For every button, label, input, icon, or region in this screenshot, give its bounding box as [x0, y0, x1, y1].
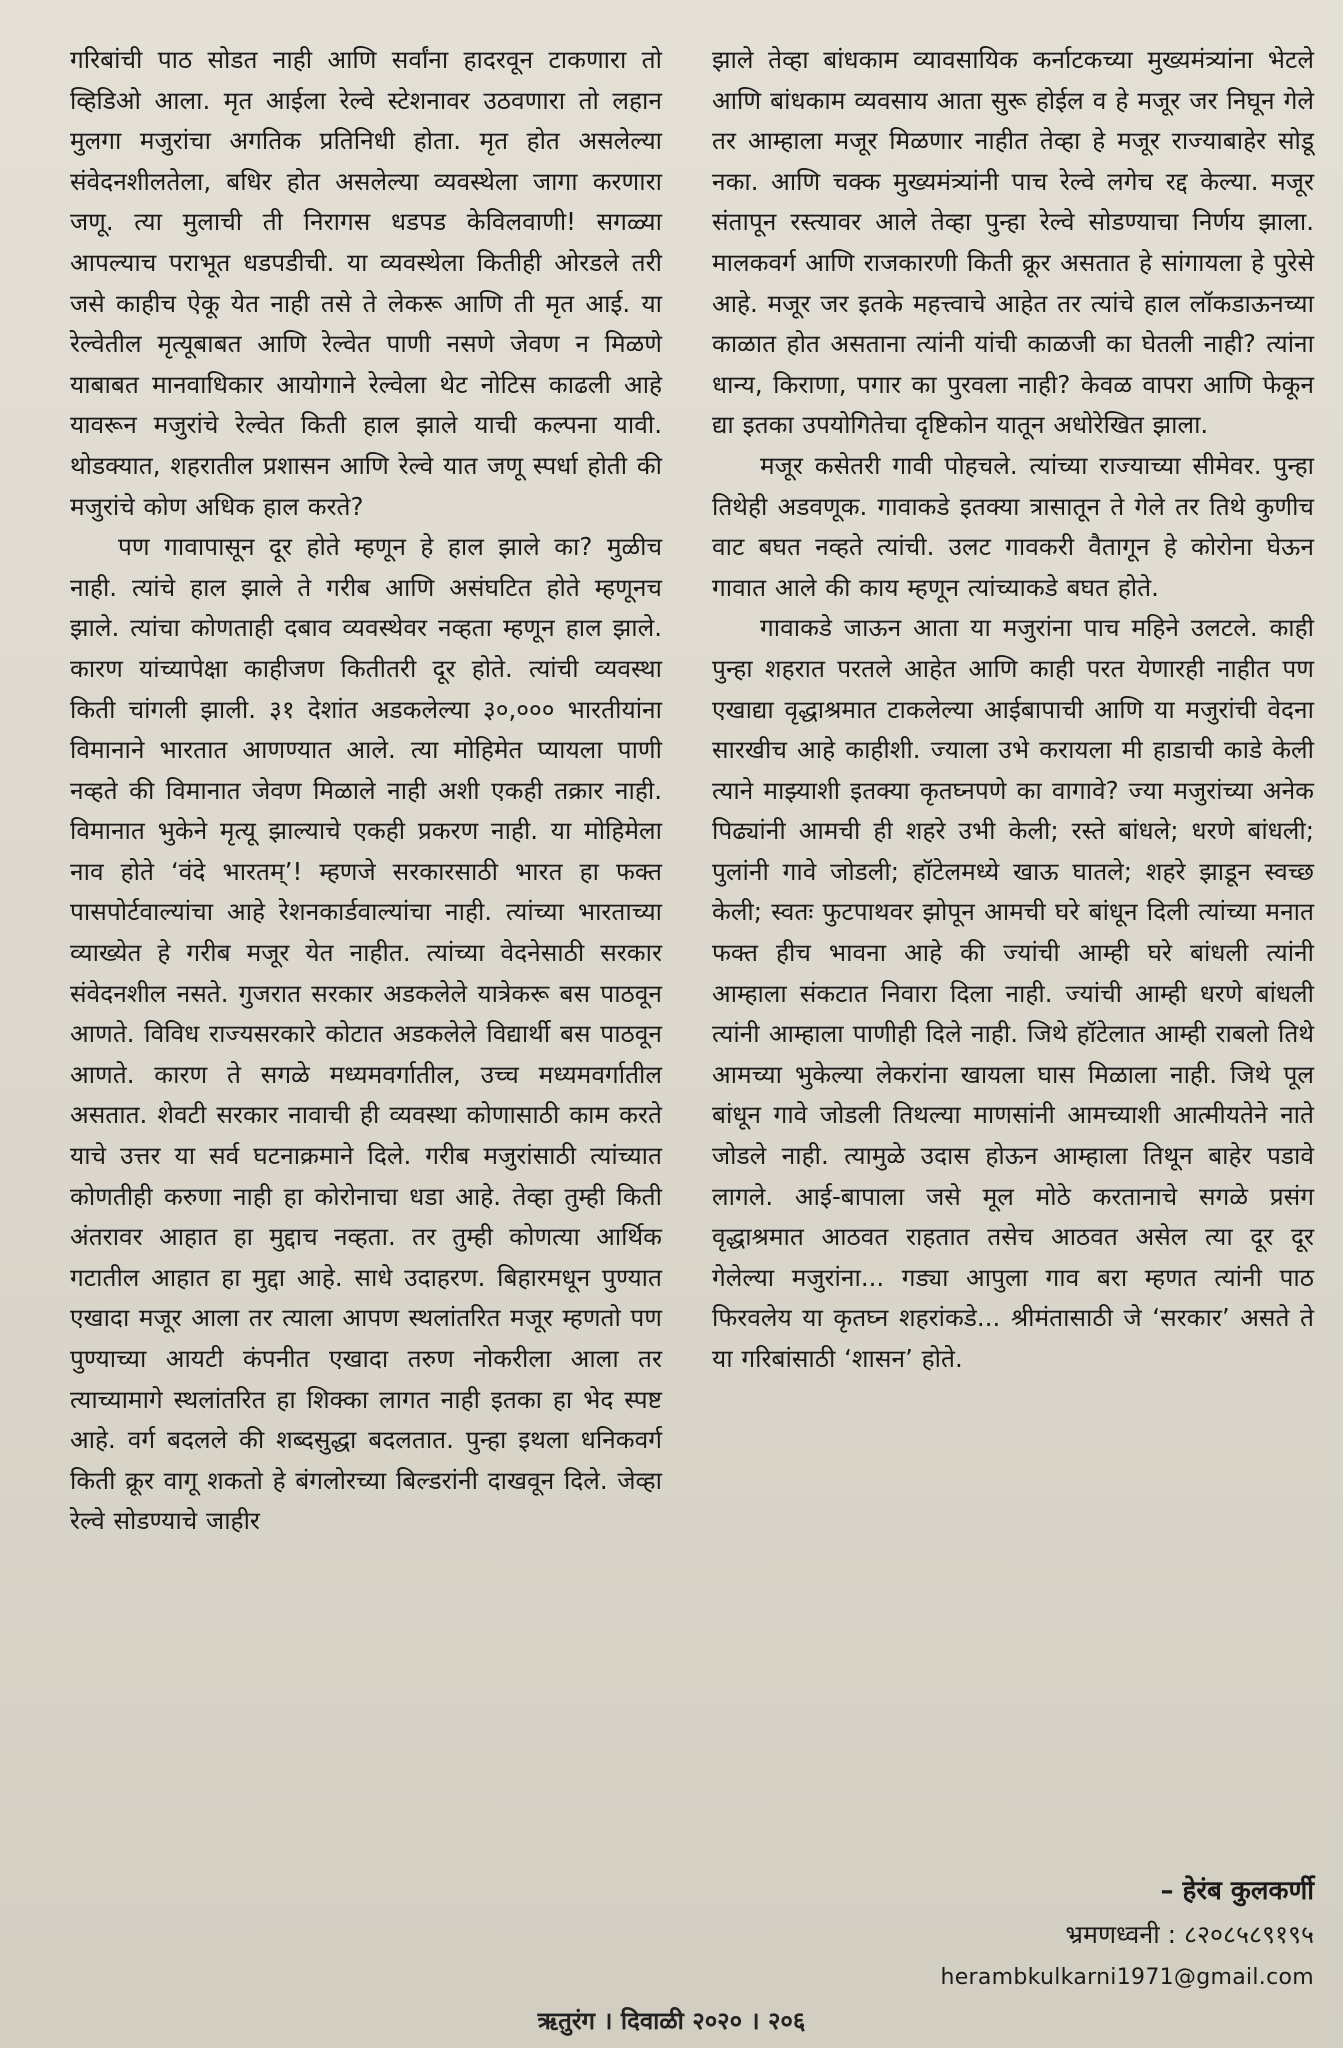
paragraph: झाले तेव्हा बांधकाम व्यावसायिक कर्नाटकच्या मुख्यमंत्र्यांना भेटले आणि बांधकाम व्यवसाय आता सुरू होईल व हे मजूर जर निघून गेले तर आम्हाला मजूर मिळणार नाहीत तेव्हा हे मजूर राज्याबाहेर सोडू नका. आणि चक्क मुख्यमंत्र्यांनी पाच रेल्वे लगेच रद्द केल्या. मजूर संतापून रस्त्यावर आले तेव्हा पुन्हा रेल्वे सोडण्याचा निर्णय झाला. मालकवर्ग आणि राजकारणी किती क्रूर असतात हे सांगायला हे पुरेसे आहे. मजूर जर इतके महत्त्वाचे आहेत तर त्यांचे हाल लॉकडाऊनच्या काळात होत असताना त्यांनी यांची काळजी का घेतली नाही? त्यांना धान्य, किराणा, पगार का पुरवला नाही? केवळ वापरा आणि फेकून द्या इतका उपयोगितेचा दृष्टिकोन यातून अधोरेखित झाला.: [712, 45, 1314, 440]
right-column: [712, 40, 1314, 1380]
page-footer: ऋतुरंग । दिवाळी २०२० । २०६: [537, 2007, 806, 2035]
paragraph: मजूर कसेतरी गावी पोहचले. त्यांच्या राज्याच्या सीमेवर. पुन्हा तिथेही अडवणूक. गावाकडे इतक्या त्रासातून ते गेले तर तिथे कुणीच वाट बघत नव्हते त्यांची. उलट गावकरी वैतागून हे कोरोना घेऊन गावात आले की काय म्हणून त्यांच्याकडे बघत होते.: [712, 450, 1314, 602]
paragraph: गावाकडे जाऊन आता या मजुरांना पाच महिने उलटले. काही पुन्हा शहरात परतले आहेत आणि काही परत येणारही नाहीत पण एखाद्या वृद्धाश्रमात टाकलेल्या आईबापाची आणि या मजुरांची वेदना सारखीच आहे काहीशी. ज्याला उभे करायला मी हाडाची काडे केली त्याने माझ्याशी इतक्या कृतघ्नपणे का वागावे? ज्या मजुरांच्या अनेक पिढ्यांनी आमची ही शहरे उभी केली; रस्ते बांधले; धरणे बांधली; पुलांनी गावे जोडली; हॉटेलमध्ये खाऊ घातले; शहरे झाडून स्वच्छ केली; स्वतः फुटपाथवर झोपून आमची घरे बांधून दिली त्यांच्या मनात फक्त हीच भावना आहे की ज्यांची आम्ही घरे बांधली त्यांनी आम्हाला संकटात निवारा दिला नाही. ज्यांची आम्ही धरणे बांधली त्यांनी आम्हाला पाणीही दिले नाही. जिथे हॉटेलात आम्ही राबलो तिथे आमच्या भुकेल्या लेकरांना खायला घास मिळाला नाही. जिथे पूल बांधून गावे जोडली तिथल्या माणसांनी आमच्याशी आत्मीयतेने नाते जोडले नाही. त्यामुळे उदास होऊन आम्हाला तिथून बाहेर पडावे लागले. आई-बापाला जसे मूल मोठे करतानाचे सगळे प्रसंग वृद्धाश्रमात आठवत राहतात तसेच आठवत असेल त्या दूर दूर गेलेल्या मजुरांना... गड्या आपुला गाव बरा म्हणत त्यांनी पाठ फिरवलेय या कृतघ्न शहरांकडे... श्रीमंतासाठी जे ‘सरकार’ असते ते या गरिबांसाठी ‘शासन’ होते.: [712, 613, 1314, 1373]
paragraph: गरिबांची पाठ सोडत नाही आणि सर्वांना हादरवून टाकणारा तो व्हिडिओ आला. मृत आईला रेल्वे स्टेशनावर उठवणारा तो लहान मुलगा मजुरांचा अगतिक प्रतिनिधी होता. मृत होत असलेल्या संवेदनशीलतेला, बधिर होत असलेल्या व्यवस्थेला जागा करणारा जणू. त्या मुलाची ती निरागस धडपड केविलवाणी! सगळ्या आपल्याच पराभूत धडपडीची. या व्यवस्थेला कितीही ओरडले तरी जसे काहीच ऐकू येत नाही तसे ते लेकरू आणि ती मृत आई. या रेल्वेतील मृत्यूबाबत आणि रेल्वेत पाणी नसणे जेवण न मिळणे याबाबत मानवाधिकार आयोगाने रेल्वेला थेट नोटिस काढली आहे यावरून मजुरांचे रेल्वेत किती हाल झाले याची कल्पना यावी. थोडक्यात, शहरातील प्रशासन आणि रेल्वे यात जणू स्पर्धा होती की मजुरांचे कोण अधिक हाल करते?: [70, 45, 662, 521]
left-column: [70, 40, 662, 1542]
author-email: herambkulkarni1971@gmail.com: [940, 1965, 1314, 1990]
author-signature: – हेरंब कुलकर्णी: [1160, 1876, 1314, 1906]
paragraph: पण गावापासून दूर होते म्हणून हे हाल झाले का? मुळीच नाही. त्यांचे हाल झाले ते गरीब आणि असंघटित होते म्हणूनच झाले. त्यांचा कोणताही दबाव व्यवस्थेवर नव्हता म्हणून हाल झाले. कारण यांच्यापेक्षा काहीजण कितीतरी दूर होते. त्यांची व्यवस्था किती चांगली झाली. ३१ देशांत अडकलेल्या ३०,००० भारतीयांना विमानाने भारतात आणण्यात आले. त्या मोहिमेत प्यायला पाणी नव्हते की विमानात जेवण मिळाले नाही अशी एकही तक्रार नाही. विमानात भुकेने मृत्यू झाल्याचे एकही प्रकरण नाही. या मोहिमेला नाव होते ‘वंदे भारतम्’! म्हणजे सरकारसाठी भारत हा फक्त पासपोर्टवाल्यांचा आहे रेशनकार्डवाल्यांचा नाही. त्यांच्या भारताच्या व्याख्येत हे गरीब मजूर येत नाहीत. त्यांच्या वेदनेसाठी सरकार संवेदनशील नसते. गुजरात सरकार अडकलेले यात्रेकरू बस पाठवून आणते. विविध राज्यसरकारे कोटात अडकलेले विद्यार्थी बस पाठवून आणते. कारण ते सगळे मध्यमवर्गातील, उच्च मध्यमवर्गातील असतात. शेवटी सरकार नावाची ही व्यवस्था कोणासाठी काम करते याचे उत्तर या सर्व घटनाक्रमाने दिले. गरीब मजुरांसाठी त्यांच्यात कोणतीही करुणा नाही हा कोरोनाचा धडा आहे. तेव्हा तुम्ही किती अंतरावर आहात हा मुद्दाच नव्हता. तर तुम्ही कोणत्या आर्थिक गटातील आहात हा मुद्दा आहे. साधे उदाहरण. बिहारमधून पुण्यात एखादा मजूर आला तर त्याला आपण स्थलांतरित मजूर म्हणतो पण पुण्याच्या आयटी कंपनीत एखादा तरुण नोकरीला आला तर त्याच्यामागे स्थलांतरित हा शिक्का लागत नाही इतका हा भेद स्पष्ट आहे. वर्ग बदलले की शब्दसुद्धा बदलतात. पुन्हा इथला धनिकवर्ग किती क्रूर वागू शकतो हे बंगलोरच्या बिल्डरांनी दाखवून दिले. जेव्हा रेल्वे सोडण्याचे जाहीर: [70, 532, 662, 1536]
author-phone: भ्रमणध्वनी : ८२०८५८९१९५: [1065, 1920, 1314, 1949]
